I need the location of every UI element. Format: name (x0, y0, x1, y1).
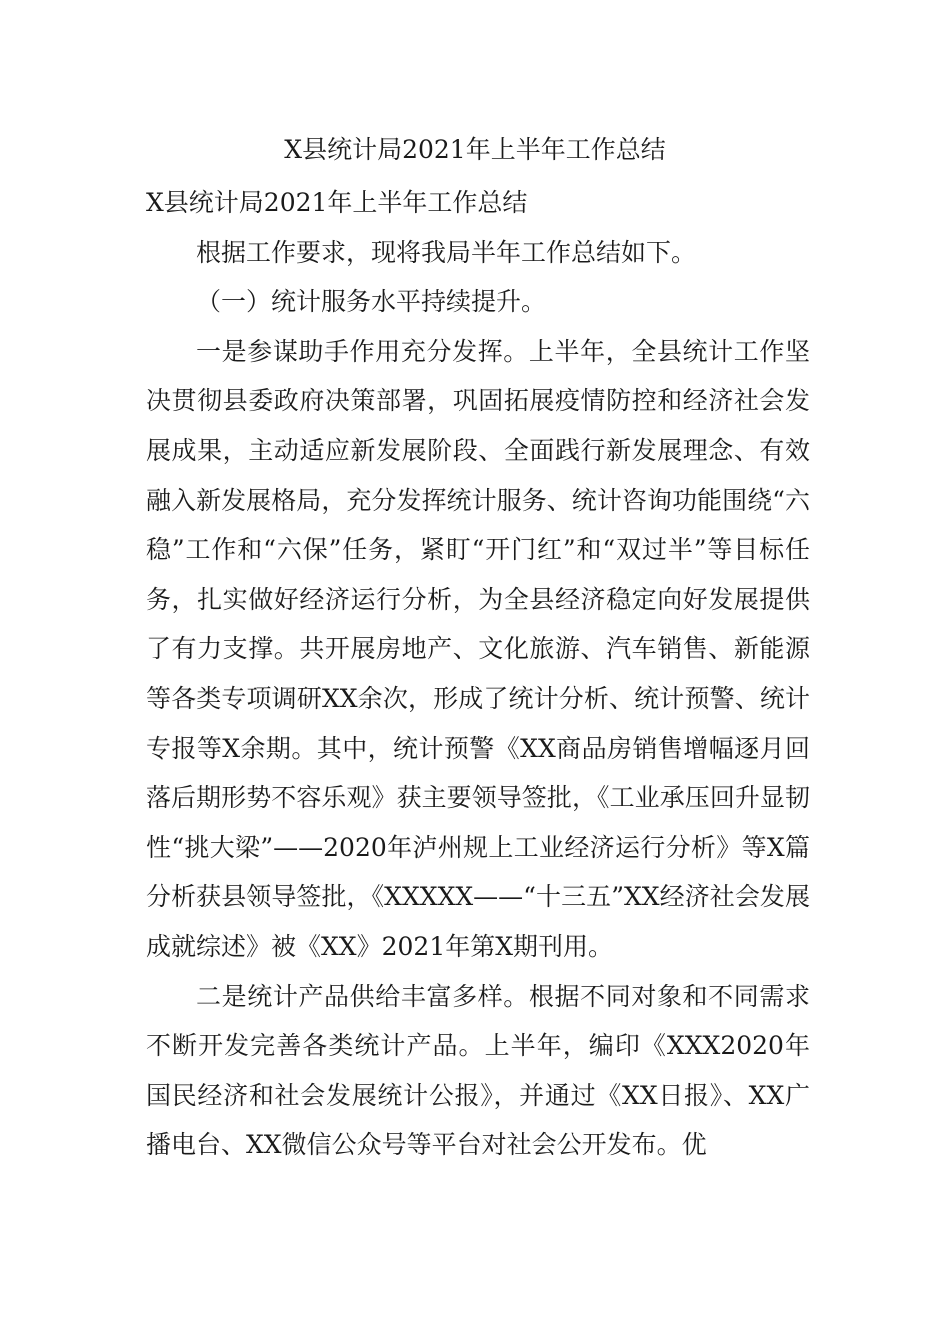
document-body (146, 178, 810, 1170)
paragraph-intro: 根据工作要求，现将我局半年工作总结如下。 (196, 237, 697, 267)
document-title: X县统计局2021年上半年工作总结 (284, 135, 666, 164)
paragraph-item-2: 二是统计产品供给丰富多样。根据不同对象和不同需求不断开发完善各类统计产品。上半年，编印《XXX2020年国民经济和社会发展统计公报》，并通过《XX日报》、XX广播电台、XX微信公众号等平台对社会公开发布。优 (146, 981, 810, 1160)
section-heading: （一）统计服务水平持续提升。 (196, 287, 547, 317)
document-subtitle: X县统计局2021年上半年工作总结 (146, 188, 528, 217)
paragraph-item-1: 一是参谋助手作用充分发挥。上半年，全县统计工作坚决贯彻县委政府决策部署，巩固拓展疫情防控和经济社会发展成果，主动适应新发展阶段、全面践行新发展理念、有效融入新发展格局，充分发挥统计服务、统计咨询功能围绕“六稳”工作和“六保”任务，紧盯“开门红”和“双过半”等目标任务，扎实做好经济运行分析，为全县经济稳定向好发展提供了有力支撑。共开展房地产、文化旅游、汽车销售、新能源等各类专项调研XX余次，形成了统计分析、统计预警、统计专报等X余期。其中，统计预警《XX商品房销售增幅逐月回落后期形势不容乐观》获主要领导签批，《工业承压回升显韧性“挑大梁”——2020年泸州规上工业经济运行分析》等X篇分析获县领导签批，《XXXXX——“十三五”XX经济社会发展成就综述》被《XX》2021年第X期刊用。 (146, 336, 810, 961)
